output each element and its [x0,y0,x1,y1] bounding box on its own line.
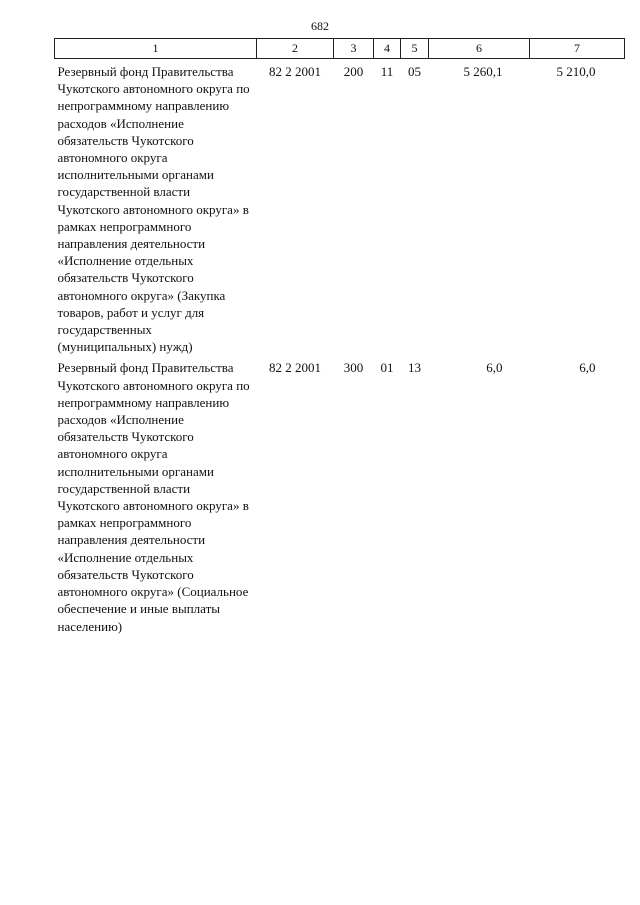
page-number: 682 [311,19,329,33]
row-description: Резервный фонд Правительства Чукотского автономного округа по непрограммному направлению расходов «Исполнение обязательств Чукотского автономного округа исполнительными органами государственной власти Чукотского автономного округа» в рамках непрограммного направления деятельности «Исполнение отдельных обязательств Чукотского автономного округа» (Социальное обеспечение и иные выплаты населению) [57,360,250,634]
header-col-7: 7 [530,39,625,59]
row-subsection: 05 [408,64,421,79]
header-col-6: 6 [429,39,530,59]
row-expense-type: 300 [343,360,364,376]
row-expense-type: 200 [343,64,364,79]
table-row [55,59,625,356]
header-col-4: 4 [374,39,401,59]
row-amount-col7: 5 210,0 [556,64,596,79]
row-amount-col6: 6,0 [486,360,503,376]
header-col-1: 1 [55,39,257,59]
row-target-code: 82 2 2001 [269,360,321,376]
row-subsection: 13 [408,360,421,376]
header-col-2: 2 [257,39,334,59]
budget-table [54,38,625,635]
header-col-3: 3 [334,39,374,59]
table-row [55,355,625,634]
row-amount-col6: 5 260,1 [463,64,503,79]
row-amount-col7: 6,0 [579,360,596,376]
row-section: 11 [380,64,394,79]
row-description: Резервный фонд Правительства Чукотского автономного округа по непрограммному направлению расходов «Исполнение обязательств Чукотского автономного округа исполнительными органами государственной власти Чукотского автономного округа» в рамках непрограммного направления деятельности «Исполнение отдельных обязательств Чукотского автономного округа» (Закупка товаров, работ и услуг для государственных (муниципальных) нужд) [57,64,250,355]
row-section: 01 [380,360,394,376]
row-target-code: 82 2 2001 [269,64,321,79]
header-col-5: 5 [401,39,429,59]
header-row [55,39,625,59]
